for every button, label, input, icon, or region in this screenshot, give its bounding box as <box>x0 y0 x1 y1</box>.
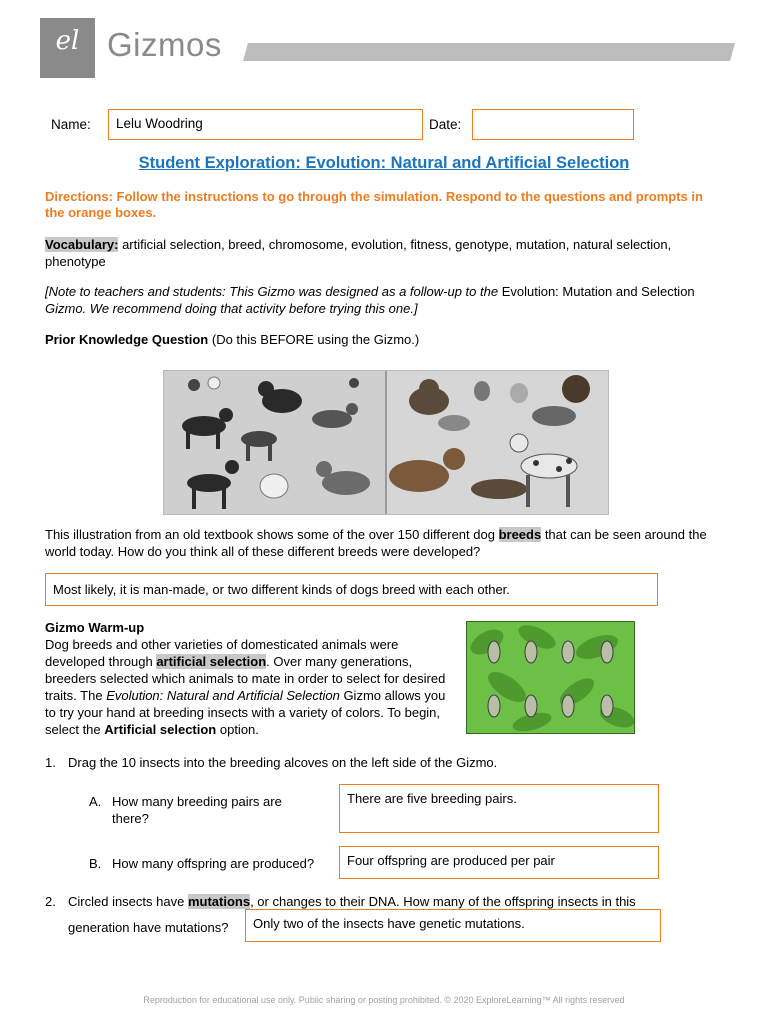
q1-text: Drag the 10 insects into the breeding alcoves on the left side of the Gizmo. <box>68 755 498 770</box>
explorelearning-logo-icon: el <box>55 26 80 56</box>
prior-knowledge-answer-box[interactable]: Most likely, it is man-made, or two different kinds of dogs breed with each other. <box>45 573 658 606</box>
q1a-answer-box[interactable]: There are five breeding pairs. <box>339 784 659 833</box>
note-part2: Evolution: Mutation and Selection <box>501 284 695 299</box>
insects-on-leaves-image <box>466 621 635 734</box>
prior-knowledge-subtext: (Do this BEFORE using the Gizmo.) <box>211 332 420 347</box>
breeds-term: breeds <box>498 527 542 542</box>
date-label: Date: <box>429 117 462 132</box>
page-title: Student Exploration: Evolution: Natural and Artificial Selection <box>138 154 630 172</box>
warmup-gizmo-name: Evolution: Natural and Artificial Selection <box>106 688 340 703</box>
dog-breeds-illustration <box>163 370 609 515</box>
q2-text1: Circled insects have <box>68 894 188 909</box>
q1a-label: A. <box>89 794 102 809</box>
q1b-answer-box[interactable]: Four offspring are produced per pair <box>339 846 659 879</box>
q2-text2: , or changes to their DNA. How many of the offspring insects in this <box>250 894 636 909</box>
q1a-text: How many breeding pairs are there? <box>112 794 282 826</box>
directions-text: Directions: Follow the instructions to go through the simulation. Respond to the questions and prompts in the orange boxes. <box>45 189 703 220</box>
vocabulary-paragraph <box>45 236 725 270</box>
q1b-label: B. <box>89 856 102 871</box>
vocabulary-label: Vocabulary: <box>45 237 119 252</box>
prior-knowledge-heading-line <box>45 331 725 348</box>
q1-number: 1. <box>45 755 56 770</box>
note-part1: [Note to teachers and students: This Gizmo was designed as a follow-up to the <box>45 284 502 299</box>
header-bar <box>243 43 735 61</box>
name-label: Name: <box>51 117 91 132</box>
warmup-text3: Gizmo allows you to try your hand at breeding insects with a variety of colors. To begin, select the <box>45 688 446 737</box>
name-field[interactable]: Lelu Woodring <box>108 109 423 140</box>
date-field[interactable] <box>472 109 634 140</box>
vocabulary-terms: artificial selection, breed, chromosome, evolution, fitness, genotype, mutation, natural selection, phenotype <box>45 237 672 269</box>
artificial-selection-option: Artificial selection <box>104 722 217 737</box>
artificial-selection-term: artificial selection <box>156 654 267 669</box>
brand-name: Gizmos <box>107 26 222 63</box>
warmup-text1: Dog breeds and other varieties of domesticated animals were developed through <box>45 637 399 669</box>
prior-knowledge-question <box>45 526 725 560</box>
q2-text3: generation have mutations? <box>68 920 229 935</box>
prior-knowledge-heading: Prior Knowledge Question <box>45 332 209 347</box>
warmup-text2: . Over many generations, breeders selected which animals to mate in order to select for desired traits. The <box>45 654 446 703</box>
pk-question-part1: This illustration from an old textbook shows some of the over 150 different dog <box>45 527 499 542</box>
pk-question-part2: that can be seen around the world today. How do you think all of these different breeds were developed? <box>45 527 707 559</box>
warmup-heading: Gizmo Warm-up <box>45 620 145 635</box>
footer-text: Reproduction for educational use only. Public sharing or posting prohibited. © 2020 ExploreLearning™ All rights reserved <box>143 995 625 1005</box>
note-part3: Gizmo. We recommend doing that activity before trying this one.] <box>45 301 418 316</box>
q1b-text: How many offspring are produced? <box>112 856 315 871</box>
q2-text <box>68 893 708 910</box>
q2-answer-box[interactable]: Only two of the insects have genetic mutations. <box>245 909 661 942</box>
warmup-paragraph <box>45 619 455 738</box>
q2-number: 2. <box>45 894 56 909</box>
note-paragraph <box>45 283 725 317</box>
warmup-text4: option. <box>216 722 259 737</box>
mutations-term: mutations <box>187 894 251 909</box>
